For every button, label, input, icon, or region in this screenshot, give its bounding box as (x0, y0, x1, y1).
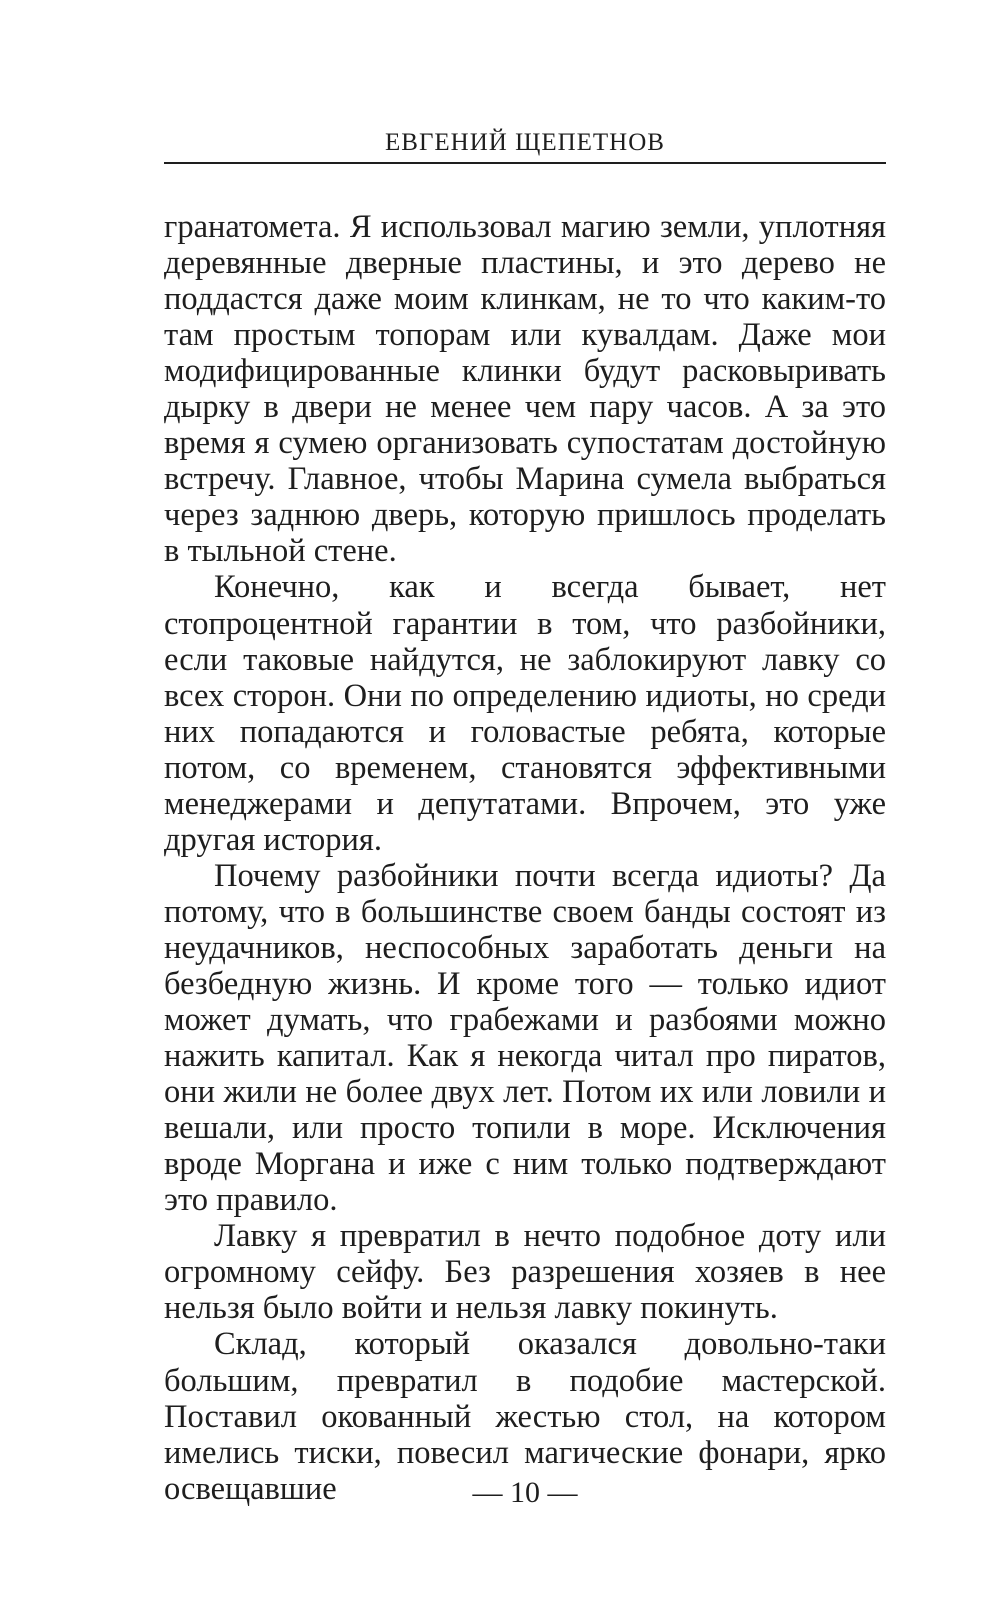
paragraph-3: Почему разбойники почти всегда идиоты? Да потому, что в большинстве своем банды состоят из неудачников, неспособных заработать деньги на безбедную жизнь. И кроме того — только идиот может думать, что грабежами и разбоями можно нажить капитал. Как я некогда читал про пиратов, они жили не более двух лет. Потом их или ловили и вешали, или просто топили в море. Исключения вроде Моргана и иже с ним только подтверждают это правило. (164, 857, 886, 1219)
page-number: — 10 — (472, 1476, 578, 1509)
paragraph-5: Склад, который оказался довольно-таки большим, превратил в подобие мастерской. Поставил окованный жестью стол, на котором имелись тиски, повесил магические фонари, ярко освещавшие (164, 1326, 886, 1507)
header-divider (164, 162, 886, 164)
paragraph-1: гранатомета. Я использовал магию земли, уплотняя деревянные дверные пластины, и это дерево не поддастся даже моим клинкам, не то что каким-то там простым топорам или кувалдам. Даже мои модифицированные клинки будут расковыривать дырку в двери не менее чем пару часов. А за это время я сумею организовать супостатам достойную встречу. Главное, чтобы Марина сумела выбраться через заднюю дверь, которую пришлось проделать в тыльной стене. (164, 209, 886, 570)
paragraph-4: Лавку я превратил в нечто подобное доту или огромному сейфу. Без разрешения хозяев в нее нельзя было войти и нельзя лавку покинуть. (164, 1218, 886, 1327)
body-text (164, 209, 886, 1507)
paragraph-2: Конечно, как и всегда бывает, нет стопроцентной гарантии в том, что разбойники, если таковые найдутся, не заблокируют лавку со всех сторон. Они по определению идиоты, но среди них попадаются и головастые ребята, которые потом, со временем, становятся эффективными менеджерами и депутатами. Впрочем, это уже другая история. (164, 569, 886, 858)
running-head-author: ЕВГЕНИЙ ЩЕПЕТНОВ (385, 129, 665, 156)
